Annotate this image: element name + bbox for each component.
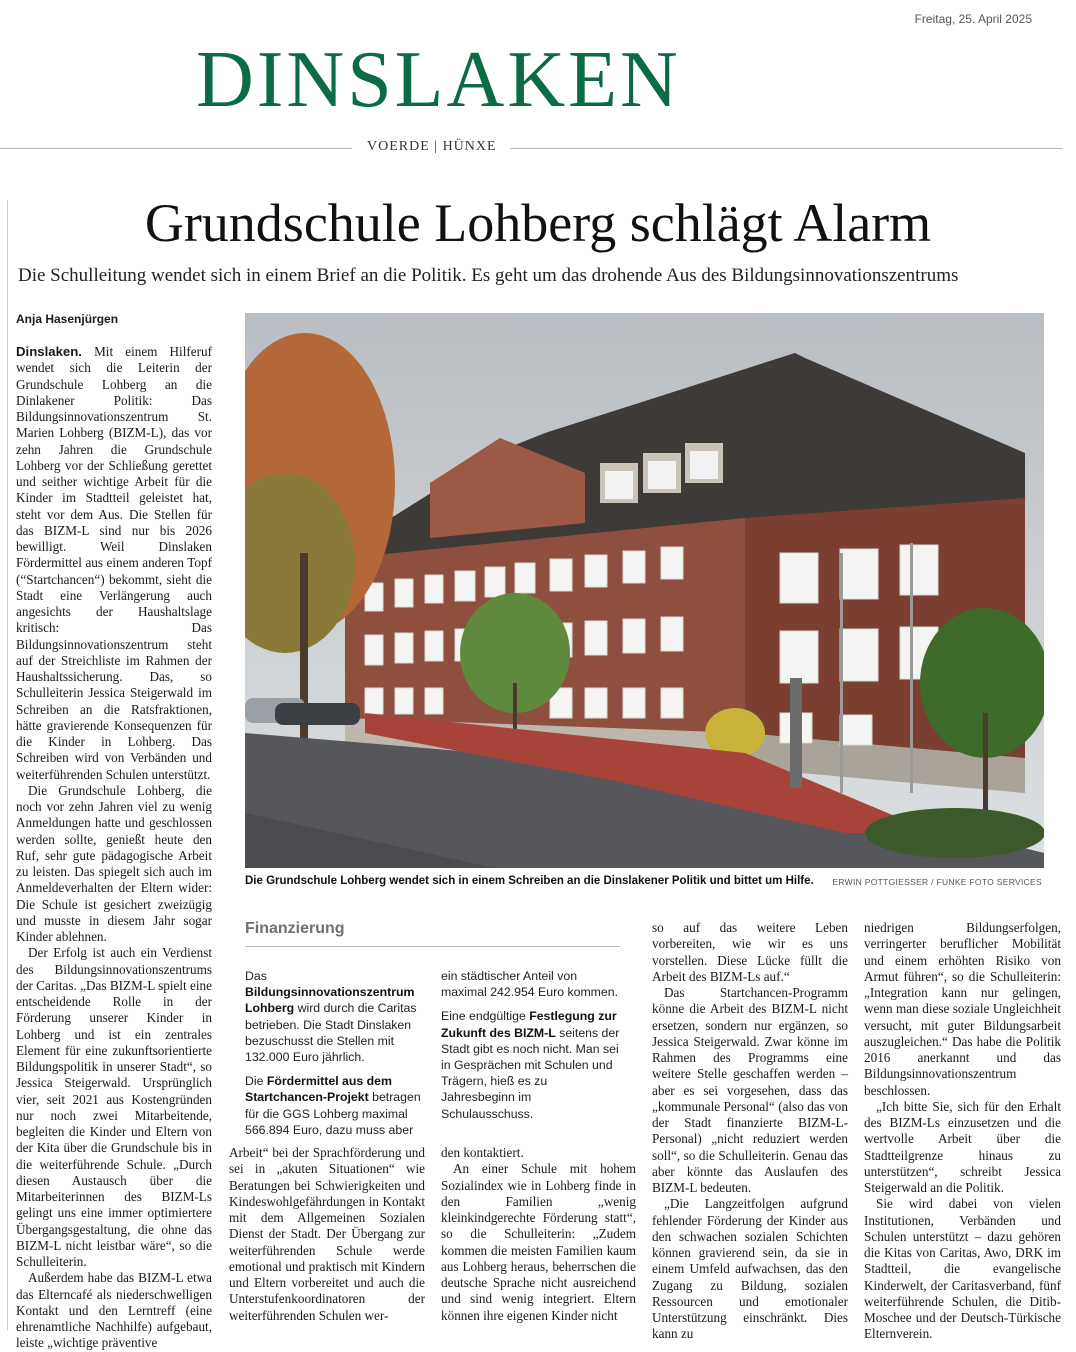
article-column-1 bbox=[16, 344, 212, 1352]
info-paragraph bbox=[245, 968, 425, 1065]
article-column-3 bbox=[441, 1145, 636, 1324]
text: seitens der Stadt gibt es noch nicht. Man sei in Gesprächen mit Schulen und Trägern, hieß es zu Jahresbeginn im Schulausschuss. bbox=[441, 1025, 620, 1121]
masthead-rule-right bbox=[510, 148, 1062, 149]
text: Eine endgültige bbox=[441, 1009, 530, 1024]
info-paragraph bbox=[441, 1008, 621, 1121]
paragraph: Der Erfolg ist auch ein Verdienst des Bildungsinnovationszentrums der Caritas. „Das BIZM-L spielt eine entscheidende Rolle in der Förderung unserer Kinder in Lohberg und ist ein zentrales Element für eine zukunftsorientierte Bildungspolitik in unserer Stadt“, so Jessica Steigerwald. Ursprünglich vier, seit 2021 aus Kostengründen nur noch zwei Mitarbeitende, begleiten die Kinder und Eltern von der Kita über die Grundschule bis in die weiterführende Schule. „Durch diesen Austausch über die Mitarbeiterinnen des BIZM-Ls gelingt uns eine immer optimiertere Übergangsgestaltung, die ohne das BIZM-L nicht leistbar wäre“, so die Schulleiterin. bbox=[16, 945, 212, 1269]
paragraph: Außerdem habe das BIZM-L etwa das Elterncafé als niederschwelligen Kontakt und den Lerntreff (eine ehrenamtliche Nachhilfe) aufgebaut, leiste „wichtige präventive bbox=[16, 1270, 212, 1351]
subheadline: Die Schulleitung wendet sich in einem Brief an die Politik. Es geht um das drohende Aus des Bildungsinnovationszentrums bbox=[18, 265, 959, 286]
bold-term: Festlegung zur Zukunft des BIZM-L bbox=[441, 1009, 617, 1040]
paragraph: Sie wird dabei von vielen Institutionen, Verbänden und Schulen unterstützt – dazu gehören die Kitas von Caritas, Awo, DRK im Stadtteil, die evangelische Kinderwelt, der Caritasverband, fünf weiterführende Schulen, die Ditib-Moschee und der Deutsch-Türkische Elternverein. bbox=[864, 1196, 1061, 1342]
author: Anja Hasenjürgen bbox=[16, 312, 119, 326]
paragraph: niedrigen Bildungserfolgen, verringerter beruflicher Mobilität und einem erhöhten Risiko von Armut führen“, so die Schulleiterin: „Integration kann nur gelingen, wenn man diese soziale Ungleichheit versucht, mit guter Bildungsarbeit auszugleichen.“ Das habe die Politik 2016 anerkannt und das Bildungsinnovationszentrum beschlossen. bbox=[864, 920, 1061, 1098]
photo-credit: ERWIN POTTGIESSER / FUNKE FOTO SERVICES bbox=[832, 877, 1042, 887]
article-column-5 bbox=[864, 920, 1061, 1343]
text: wird durch die Caritas betrieben. Die Stadt Dinslaken bezuschusst die Stellen mit 132.000 Euro jährlich. bbox=[245, 1001, 417, 1065]
article-column-4 bbox=[652, 920, 848, 1343]
paragraph-text: Mit einem Hilferuf wendet sich die Leiterin der Grundschule Lohberg an die Dinlakener Politik: Das Bildungsinnovationszentrum St. Marien Lohberg (BIZM-L), das vor zehn Jahren die Grundschule Lohberg vor der Schließung gerettet und seither wichtige Arbeit für die Kinder im Stadtteil geleistet hat, steht vor dem Aus. Die Stellen für das BIZM-L sind nur bis 2026 bewilligt. Weil Dinslaken Fördermittel aus einem anderen Topf (“Startchancen“) bekommt, sieht die Stadt eine Verlängerung auch angesichts der Haushaltslage kritisch: Das Bildungsinnovationszentrum steht auf der Streichliste im Rahmen der Haushaltssicherung. Das, so Schulleiterin Jessica Steigerwald im Schreiben an die Ratsfraktionen, hätte gravierende Konsequenzen für die Kinder in Lohberg. Das Schreiben wird von Verbänden und weiterführenden Schulen unterstützt. bbox=[16, 344, 212, 782]
paragraph: „Die Langzeitfolgen aufgrund fehlender Förderung der Kinder aus den schwachen sozialen Schichten können gravierend sein, da sie in einem Umfeld aufwachsen, das den Zugang zu Bildung, sozialen Ressourcen und emotionaler Unterstützung einschränkt. Dies kann zu bbox=[652, 1196, 848, 1342]
text: Die bbox=[245, 1074, 267, 1089]
info-paragraph bbox=[245, 1073, 425, 1138]
paragraph: „Ich bitte Sie, sich für den Erhalt des BIZM-Ls einzusetzen und die wertvolle Arbeit über die Stadtteilgrenze hinaus zu unterstützen“, schreibt Jessica Steigerwald an die Politik. bbox=[864, 1098, 1061, 1195]
info-box-column-1 bbox=[245, 968, 425, 1146]
issue-date: Freitag, 25. April 2025 bbox=[914, 12, 1032, 26]
masthead: DINSLAKEN bbox=[196, 36, 681, 124]
school-photo bbox=[245, 313, 1044, 868]
photo-caption: Die Grundschule Lohberg wendet sich in einem Schreiben an die Dinslakener Politik und bittet um Hilfe. bbox=[245, 875, 814, 887]
left-margin-line bbox=[7, 200, 8, 1330]
subregions: VOERDE | HÜNXE bbox=[367, 139, 497, 154]
paragraph: Das Startchancen-Programm könne die Arbeit des BIZM-L nicht ersetzen, sondern nur ergänzen, so Jessica Steigerwald. Zwar könne im Rahmen des Programms eine weitere Stelle geschaffen werden – aber es sei vorgesehen, dass das „kommunale Personal“ (also das von der Stadt finanzierte BIZM-L-Personal) „nicht reduziert werden soll“, so die Schulleiterin. Genau das aber könnte das Auslaufen des BIZM-L bedeuten. bbox=[652, 985, 848, 1195]
info-box-column-2 bbox=[441, 968, 621, 1130]
article-column-2 bbox=[229, 1145, 425, 1324]
headline: Grundschule Lohberg schlägt Alarm bbox=[144, 193, 932, 253]
dateline: Dinslaken. bbox=[16, 344, 82, 359]
info-paragraph: ein städtischer Anteil von maximal 242.954 Euro kommen. bbox=[441, 969, 619, 1000]
text: Das bbox=[245, 969, 267, 983]
bold-term: Bildungsinnovationszentrum Lohberg bbox=[245, 985, 415, 1016]
paragraph: Arbeit“ bei der Sprachförderung und sei in „akuten Situationen“ wie Beratungen bei Schwierigkeiten und Kindeswohlgefährdungen in Kontakt mit dem Allgemeinen Sozialen Dienst der Stadt. Der Übergang zur weiterführenden Schule werde emotional und praktisch mit Kindern und Eltern vorbereitet und auch die Unterstufenkoordinatoren der weiterführenden Schulen wer- bbox=[229, 1145, 425, 1323]
paragraph: An einer Schule mit hohem Sozialindex wie in Lohberg finde in den Familien „wenig kleinkindgerechte Förderung statt“, so die Schulleiterin: „Zudem kommen die meisten Familien kaum aus Lohberg heraus, beherrschen die deutsche Sprache nicht ausreichend und sind wenig integriert. Eltern können ihre eigenen Kinder nicht bbox=[441, 1161, 636, 1323]
paragraph: so auf das weitere Leben vorbereiten, wie wir es uns vorstellen. Diese Lücke füllt die Arbeit des BIZM-Ls auf.“ bbox=[652, 920, 848, 984]
info-box-rule bbox=[245, 946, 620, 947]
bold-term: Fördermittel aus dem Startchancen-Projekt bbox=[245, 1074, 392, 1105]
text: betragen für die GGS Lohberg maximal 566.894 Euro, dazu muss aber bbox=[245, 1090, 421, 1137]
paragraph: den kontaktiert. bbox=[441, 1145, 524, 1160]
paragraph: Die Grundschule Lohberg, die noch vor zehn Jahren viel zu wenig Anmeldungen hatte und geschlossen werden sollte, genießt heute den Ruf, sehr gute pädagogische Arbeit zu leisten. Das spiegelt sich auch im Anmeldeverhalten der Eltern wider: Die Schule ist gesichert zweizügig und musste in diesem Jahr sogar Kinder ablehnen. bbox=[16, 782, 212, 944]
info-box-title: Finanzierung bbox=[245, 920, 345, 937]
masthead-rule-left bbox=[0, 148, 352, 149]
paragraph bbox=[16, 344, 212, 783]
